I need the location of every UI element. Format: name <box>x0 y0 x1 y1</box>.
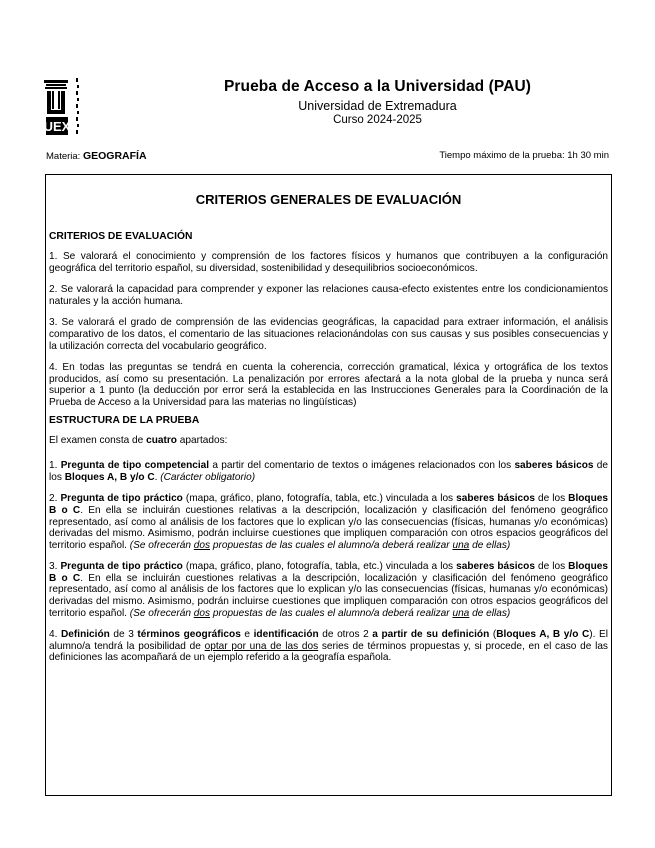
subject-name: GEOGRAFÍA <box>82 150 147 162</box>
q3-n1: (Se ofrecerán <box>129 607 194 619</box>
q3-b3: Bloques B o C <box>49 561 608 584</box>
q4-t4: ( <box>489 629 497 641</box>
q3-n2: dos <box>193 607 211 619</box>
structure-intro <box>49 435 608 447</box>
q3-b1: Pregunta de tipo práctico <box>60 561 183 573</box>
q2-b2: saberes básicos <box>456 493 535 505</box>
criterion-3: 3. Se valorará el grado de comprensión de las evidencias geográficas, la capacidad para extraer información, el análisis comparativo de los datos, el comentario de las situaciones relacionándolas con sus causas y sus posibles consecuencias y la utilización correcta del vocabulario geográfico. <box>49 317 608 352</box>
q1-t2: de los <box>49 460 608 483</box>
q4-b5: Bloques A, B y/o C <box>496 629 590 641</box>
intro-pre: El examen consta de <box>49 434 147 446</box>
q1-b3: Bloques A, B y/o C <box>64 471 155 483</box>
criterion-1: 1. Se valorará el conocimiento y comprensión de los factores físicos y humanos que contribuyen a la configuración geográfica del territorio español, su diversidad, sostenibilidad y desequilibrios socioeconómicos. <box>49 251 608 274</box>
logo-text: UEX <box>43 119 71 134</box>
structure-heading: ESTRUCTURA DE LA PRUEBA <box>49 414 200 426</box>
criteria-title: CRITERIOS GENERALES DE EVALUACIÓN <box>195 192 462 207</box>
intro-post: apartados: <box>176 434 228 446</box>
q1-num: 1. <box>49 460 61 472</box>
subject-line <box>46 150 147 162</box>
q3-t3: . En ella se incluirán cuestiones relativas a la descripción, localización y clasificación del fenómeno geográfico representado, así como al análisis de los factores que lo explican y/o las consecuencias (físicas, humanas y/o económicas) derivadas del mismo. Asimismo, podrán incluirse cuestiones que impliquen comparación con otros espacios geográficos del territorio español. <box>49 572 608 619</box>
q1-b2: saberes básicos <box>514 460 594 472</box>
q2-n5: de ellas) <box>469 539 511 551</box>
criteria-heading: CRITERIOS DE EVALUACIÓN <box>49 231 193 242</box>
subject-label: Materia: <box>46 151 81 162</box>
q4-t3: de otros 2 <box>318 629 373 641</box>
q4-b4: a partir de su definición <box>372 629 490 641</box>
q4-b1: Definición <box>61 629 110 641</box>
criterion-2: 2. Se valorará la capacidad para comprender y exponer las relaciones causa-efecto existentes entre los condicionamientos naturales y la acción humana. <box>49 284 608 307</box>
q2-b1: Pregunta de tipo práctico <box>60 493 183 505</box>
q2-t1: (mapa, gráfico, plano, fotografía, tabla, etc.) vinculada a los <box>182 493 457 505</box>
exam-duration: Tiempo máximo de la prueba: 1h 30 min <box>439 150 609 161</box>
question-2 <box>49 493 608 551</box>
q1-t3: . <box>154 471 161 483</box>
q3-n3: propuestas de las cuales el alumno/a deberá realizar <box>210 607 453 619</box>
q1-b1: Pregunta de tipo competencial <box>60 460 210 472</box>
question-1 <box>49 460 608 483</box>
intro-bold: cuatro <box>146 434 177 446</box>
q4-t1: de 3 <box>109 629 138 641</box>
q4-num: 4. <box>49 629 62 641</box>
q3-num: 3. <box>49 561 61 573</box>
q3-n4: una <box>452 607 470 619</box>
q2-n1: (Se ofrecerán <box>129 539 194 551</box>
q4-t5: ). El alumno/a tendrá la posibilidad de <box>49 629 608 652</box>
q3-n5: de ellas) <box>469 607 511 619</box>
question-3 <box>49 561 608 619</box>
criteria-box <box>45 174 612 796</box>
q4-t6: series de términos propuestas y, si procede, en el caso de las definiciones las acompañará de un ejemplo referido a la geografía española. <box>49 640 608 664</box>
page-header <box>100 78 655 126</box>
q4-b2: términos geográficos <box>137 629 241 641</box>
university-name: Universidad de Extremadura <box>298 99 457 113</box>
q1-note: (Carácter obligatorio) <box>160 471 256 483</box>
course-year: Curso 2024-2025 <box>333 114 422 126</box>
q4-t2: e <box>240 629 254 641</box>
q2-b3: Bloques B o C <box>49 493 608 516</box>
q2-n3: propuestas de las cuales el alumno/a deberá realizar <box>210 539 453 551</box>
q2-t2: de los <box>534 493 569 505</box>
q3-note <box>130 608 510 619</box>
exam-title: Prueba de Acceso a la Universidad (PAU) <box>223 78 532 95</box>
q4-b3: identificación <box>253 629 319 641</box>
uex-logo <box>42 76 88 138</box>
q4-u1: optar por una de las dos <box>204 640 319 652</box>
q3-t1: (mapa, gráfico, plano, fotografía, tabla, etc.) vinculada a los <box>182 561 457 573</box>
criterion-4: 4. En todas las preguntas se tendrá en cuenta la coherencia, corrección gramatical, léxica y ortográfica de los textos producidos, así como su presentación. La penalización por errores afectará a la nota global de la prueba y nunca será superior a 1 punto (la deducción por error será la establecida en las Instrucciones Generales para la Coordinación de la Prueba de Acceso a la Universidad para las materias no lingüísticas) <box>49 362 608 408</box>
q2-n4: una <box>452 539 470 551</box>
q3-b2: saberes básicos <box>456 561 535 573</box>
q1-t1: a partir del comentario de textos o imágenes relacionados con los <box>209 460 515 472</box>
q2-n2: dos <box>193 539 211 551</box>
q2-num: 2. <box>49 493 61 505</box>
q3-t2: de los <box>534 561 569 573</box>
q2-t3: . En ella se incluirán cuestiones relativas a la descripción, localización y clasificación del fenómeno geográfico representado, así como al análisis de los factores que lo explican y/o las consecuencias (físicas, humanas y/o económicas) derivadas del mismo. Asimismo, podrán incluirse cuestiones que impliquen comparación con otros espacios geográficos del territorio español. <box>49 504 608 551</box>
q2-note <box>130 540 510 551</box>
question-4 <box>49 629 608 664</box>
